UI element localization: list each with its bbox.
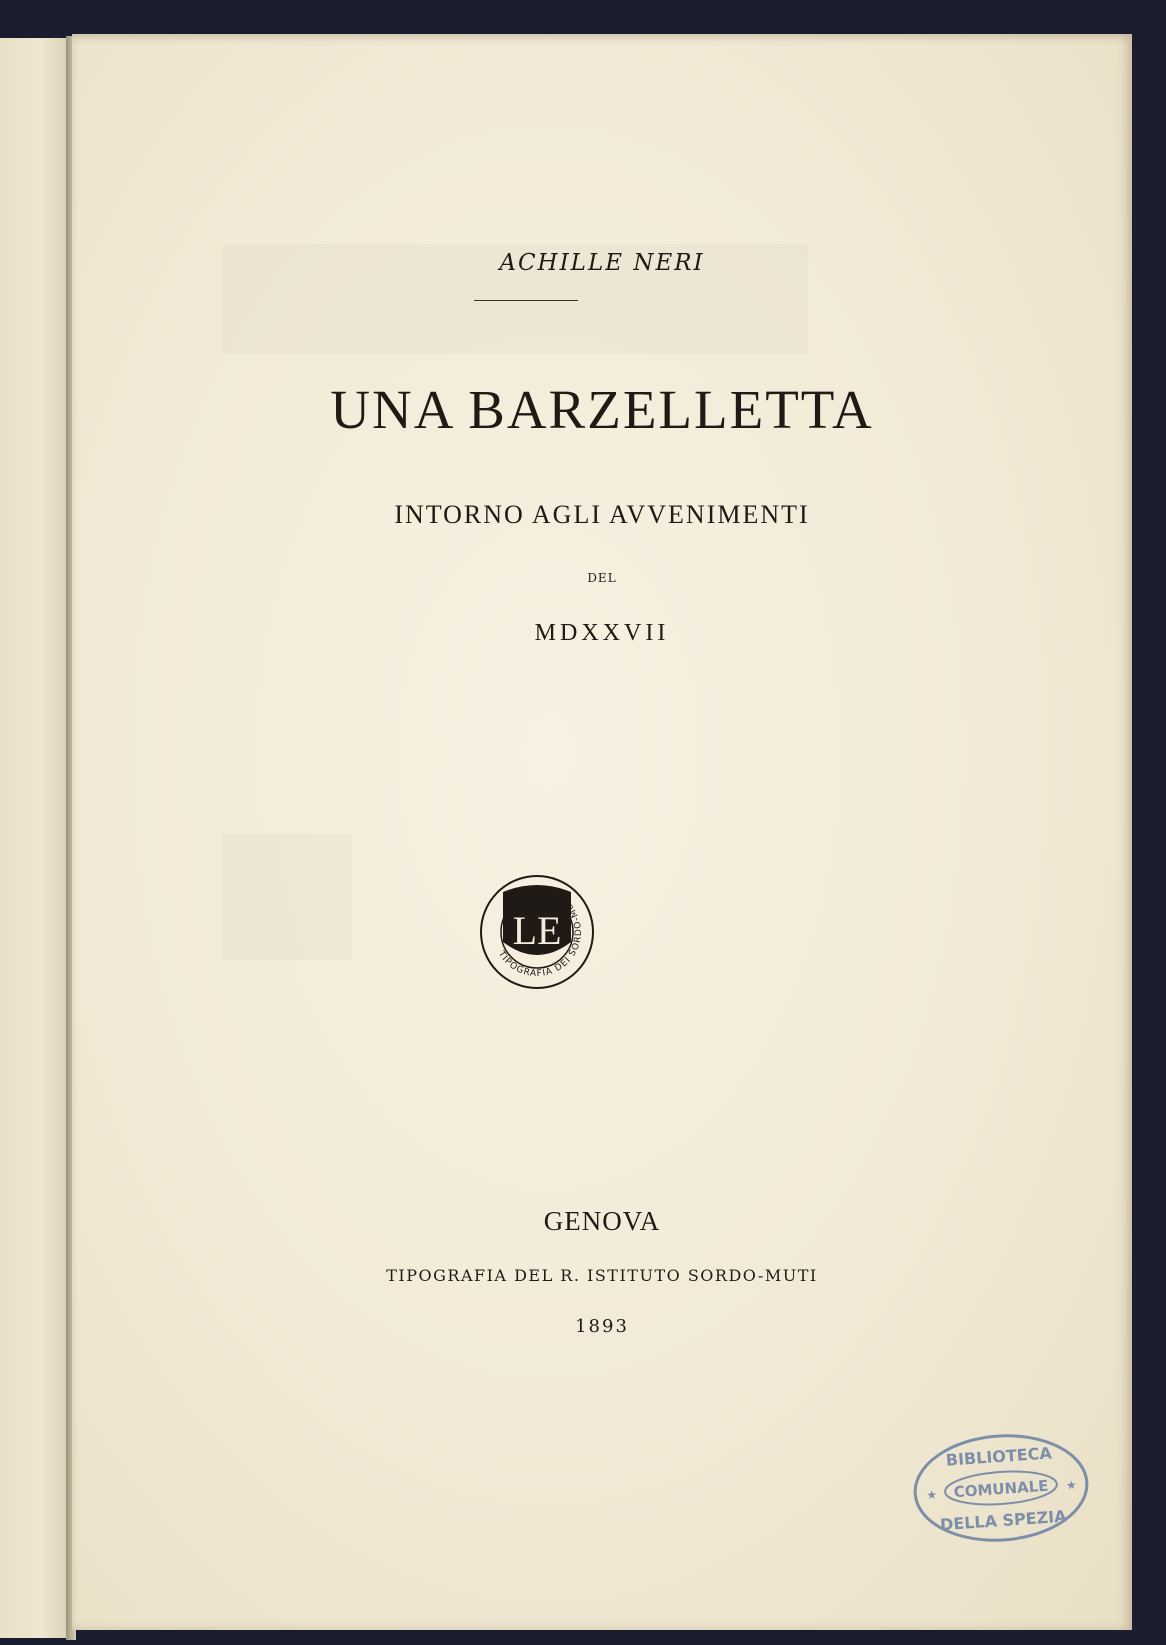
imprint-printer: TIPOGRAFIA DEL R. ISTITUTO SORDO-MUTI xyxy=(386,1266,818,1285)
printer-mark-ring-text: TIPOGRAFIA DEI SORDO-MUTI xyxy=(495,893,585,980)
background-edge xyxy=(1130,30,1166,1645)
left-page-edge xyxy=(0,38,72,1638)
monogram-text: LE xyxy=(512,908,562,953)
stamp-line-2: COMUNALE xyxy=(953,1476,1050,1502)
book-subtitle: INTORNO AGLI AVVENIMENTI xyxy=(394,500,810,529)
book-title: UNA BARZELLETTA xyxy=(330,379,874,440)
library-stamp-icon xyxy=(906,1426,1095,1550)
bleed-through-shadow xyxy=(222,834,352,960)
author-name: ACHILLE NERI xyxy=(499,250,705,276)
subtitle-connector: DEL xyxy=(587,571,617,585)
author-rule-divider xyxy=(474,300,578,301)
svg-text:★: ★ xyxy=(1065,1477,1078,1493)
year-roman-numeral: MDXXVII xyxy=(534,620,670,646)
imprint-city: GENOVA xyxy=(543,1206,661,1236)
stamp-line-1: BIBLIOTECA xyxy=(945,1443,1053,1470)
imprint-year: 1893 xyxy=(575,1316,629,1337)
title-page xyxy=(72,34,1132,1630)
svg-text:★: ★ xyxy=(925,1487,938,1503)
printer-device-icon xyxy=(477,872,597,992)
stamp-line-3: DELLA SPEZIA xyxy=(939,1506,1068,1535)
